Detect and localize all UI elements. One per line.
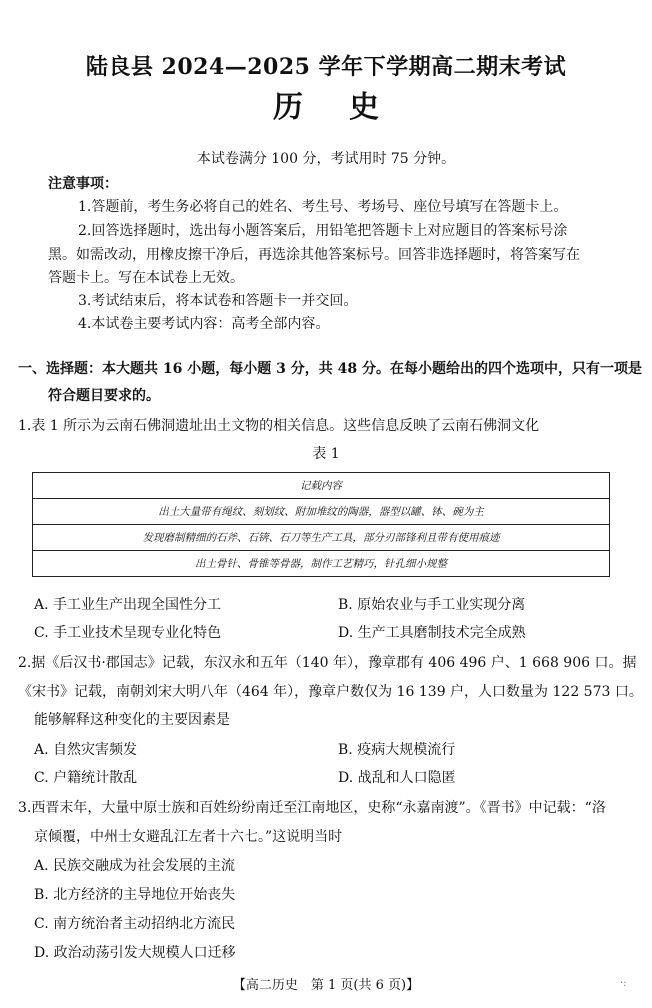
q3-option-b: B. 北方经济的主导地位开始丧失 <box>34 887 236 903</box>
question-1-stem: 1.表 1 所示为云南石佛洞遗址出土文物的相关信息。这些信息反映了云南石佛洞文化 <box>18 418 540 434</box>
section-heading-line-1: 一、选择题：本大题共 16 小题，每小题 3 分，共 48 分。在每小题给出的四个选项中，只有一项是 <box>18 361 642 377</box>
note-line-1: 1.答题前，考生务必将自己的姓名、考生号、考场号、座位号填写在答题卡上。 <box>78 199 568 215</box>
q2-option-a: A. 自然灾害频发 <box>34 742 138 758</box>
table-caption: 表 1 <box>312 446 340 462</box>
artifact-table <box>32 472 610 577</box>
table-row <box>33 525 610 551</box>
q3-option-d: D. 政治动荡引发大规模人口迁移 <box>34 945 236 961</box>
q2-option-b: B. 疫病大规模流行 <box>338 742 456 758</box>
page-footer: 【高二历史 第 1 页(共 6 页)】 <box>232 978 420 993</box>
q3-option-a: A. 民族交融成为社会发展的主流 <box>34 858 236 874</box>
table-row <box>33 499 610 525</box>
exam-intro: 本试卷满分 100 分，考试用时 75 分钟。 <box>196 151 456 167</box>
table-row <box>33 551 610 577</box>
q3-option-c: C. 南方统治者主动招纳北方流民 <box>34 916 236 932</box>
q1-option-a: A. 手工业生产出现全国性分工 <box>34 597 222 613</box>
table-cell: 出土大量带有绳纹、刻划纹、附加堆纹的陶器，器型以罐、钵、碗为主 <box>33 499 610 525</box>
note-line-5: 3.考试结束后，将本试卷和答题卡一并交回。 <box>78 293 358 309</box>
corner-mark: ·: <box>620 978 627 989</box>
q1-option-c: C. 手工业技术呈现专业化特色 <box>34 625 222 641</box>
question-3-stem-line-1: 3.西晋末年，大量中原士族和百姓纷纷南迁至江南地区，史称“永嘉南渡”。《晋书》中记载：“洛 <box>18 800 606 816</box>
q1-option-b: B. 原始农业与手工业实现分离 <box>338 597 526 613</box>
subject-title: 历史 <box>273 90 425 125</box>
q1-option-d: D. 生产工具磨制技术完全成熟 <box>338 625 526 641</box>
note-line-2: 2.回答选择题时，选出每小题答案后，用铅笔把答题卡上对应题目的答案标号涂 <box>78 223 568 239</box>
question-3-stem-line-2: 京倾覆，中州士女避乱江左者十六七。”这说明当时 <box>34 829 343 845</box>
question-2-stem-line-2: 《宋书》记载，南朝刘宋大明八年（464 年），豫章户数仅为 16 139 户，人口数量为 122 573 口。 <box>18 684 643 700</box>
q2-option-d: D. 战乱和人口隐匿 <box>338 770 456 786</box>
section-heading-line-2: 符合题目要求的。 <box>48 388 160 404</box>
question-2-stem-line-1: 2.据《后汉书·郡国志》记载，东汉永和五年（140 年），豫章郡有 406 496 户、1 668 906 口。据 <box>18 655 637 671</box>
note-line-4: 答题卡上。写在本试卷上无效。 <box>48 270 244 286</box>
notes-heading: 注意事项： <box>48 176 118 192</box>
table-cell: 出土骨针、骨锥等骨器，制作工艺精巧，针孔细小规整 <box>33 551 610 577</box>
table-header-row <box>33 473 610 499</box>
note-line-3: 黑。如需改动，用橡皮擦干净后，再选涂其他答案标号。回答非选择题时，将答案写在 <box>48 247 580 263</box>
q2-option-c: C. 户籍统计散乱 <box>34 770 138 786</box>
note-line-6: 4.本试卷主要考试内容：高考全部内容。 <box>78 316 330 332</box>
table-header-cell: 记载内容 <box>33 473 610 499</box>
table-cell: 发现磨制精细的石斧、石锛、石刀等生产工具，部分刃部锋利且带有使用痕迹 <box>33 525 610 551</box>
exam-title: 陆良县 2024—2025 学年下学期高二期末考试 <box>85 54 567 80</box>
question-2-stem-line-3: 能够解释这种变化的主要因素是 <box>34 712 230 728</box>
